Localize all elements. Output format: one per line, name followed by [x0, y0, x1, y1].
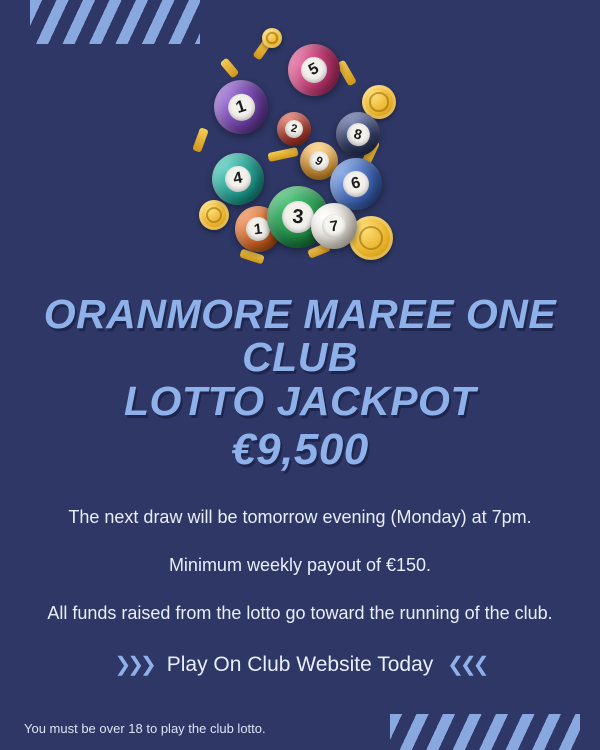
play-cta[interactable] — [0, 652, 600, 677]
age-restriction-note: You must be over 18 to play the club lotto. — [24, 721, 266, 736]
jackpot-amount: €9,500 — [231, 425, 369, 475]
lotto-ball-number: 8 — [344, 120, 372, 148]
lotto-ball — [274, 109, 314, 149]
draw-time-text: The next draw will be tomorrow evening (Monday) at 7pm. — [68, 506, 532, 527]
lotto-ball-number: 1 — [245, 216, 271, 242]
confetti-ribbon — [220, 57, 240, 78]
gold-coin — [199, 200, 229, 230]
lotto-ball-number: 7 — [320, 212, 347, 239]
lotto-ball-number: 6 — [340, 168, 372, 200]
play-cta-label[interactable]: Play On Club Website Today — [166, 652, 434, 676]
body-copy — [0, 504, 600, 626]
gold-coin — [262, 28, 282, 48]
lotto-ball-number: 4 — [223, 164, 253, 194]
lotto-ball-number: 3 — [281, 200, 315, 234]
lotto-ball-number: 5 — [296, 52, 331, 87]
funds-usage-text: All funds raised from the lotto go toward the running of the club. — [47, 603, 553, 624]
confetti-ribbon — [192, 127, 209, 153]
headline-line-1: ORANMORE MAREE ONE CLUB — [43, 291, 557, 381]
confetti-ribbon — [267, 147, 298, 162]
lotto-ball — [279, 35, 349, 105]
lotto-ball-number: 1 — [224, 90, 258, 124]
lotto-ball-number: 9 — [305, 147, 332, 174]
minimum-payout-text: Minimum weekly payout of €150. — [168, 555, 432, 576]
chevron-left-icon: ❮❮❮ — [447, 654, 486, 677]
lotto-ball-number: 2 — [283, 118, 304, 139]
lotto-balls-illustration — [0, 0, 600, 285]
chevron-right-icon: ❯❯❯ — [114, 654, 153, 677]
lotto-ball — [207, 73, 275, 141]
page-title — [0, 293, 600, 474]
headline-line-2: LOTTO JACKPOT — [124, 377, 476, 424]
decorative-stripes-bottom — [390, 714, 580, 750]
